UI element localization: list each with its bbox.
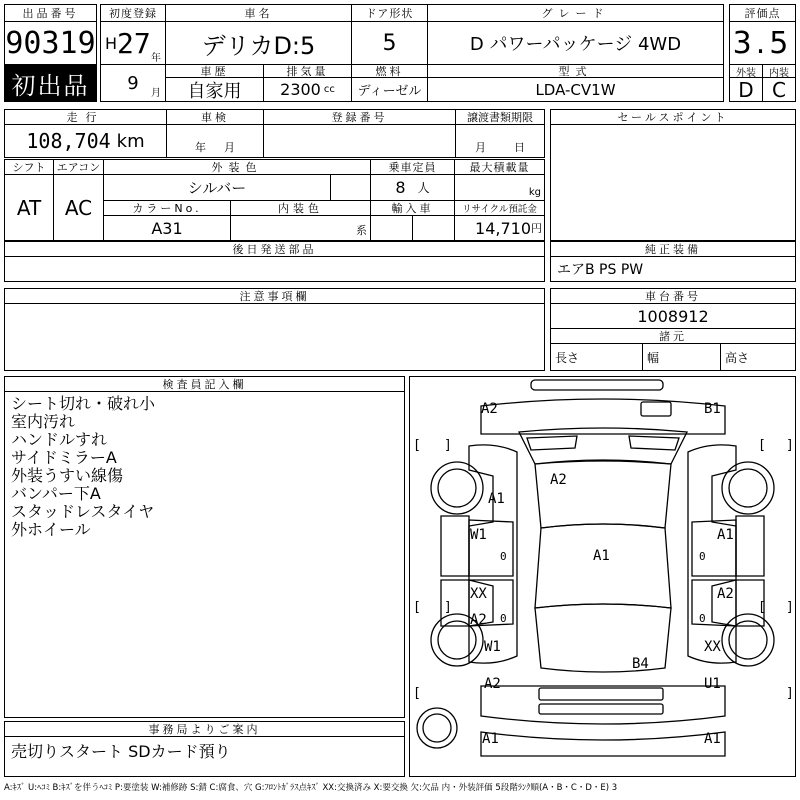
displacement-header: 排気量: [263, 64, 352, 78]
damage-mark: XX: [704, 639, 721, 655]
mileage-cell: [4, 124, 167, 158]
door-type-header: ドア形状: [351, 4, 428, 22]
sales-point-header: セールスポイント: [550, 109, 796, 125]
displacement-cell: [263, 77, 352, 102]
inspector-note-line: サイドミラーA: [11, 448, 117, 467]
bracket-mark: ]: [444, 438, 452, 453]
grade-value: D パワーパッケージ 4WD: [427, 21, 724, 65]
office-notice-box: 売切りスタート SDカード預り: [4, 736, 405, 777]
recycle-fee-cell: [454, 215, 545, 241]
tire-marker: 0: [500, 550, 507, 563]
lot-number-header: 出品番号: [4, 4, 97, 22]
grade-header: グレード: [427, 4, 724, 22]
office-notice-header: 事務局よりご案内: [4, 721, 405, 737]
genuine-equipment-value: エアB PS PW: [550, 256, 796, 282]
bracket-mark: ]: [444, 600, 452, 615]
interior-color-header: 内装色: [230, 200, 371, 216]
bracket-mark: [: [413, 686, 421, 701]
first-listing-badge: 初出品: [4, 64, 97, 102]
lot-number: 90319: [4, 21, 97, 65]
inspector-note-line: 室内汚れ: [11, 412, 76, 431]
inspector-notes-header: 検査員記入欄: [4, 376, 405, 392]
capacity-cell: [370, 174, 455, 201]
month-value: 9: [127, 72, 139, 94]
exterior-grade-header: 外装: [729, 64, 763, 78]
length-label: 長さ: [555, 350, 580, 365]
color-no-header: カラーNo.: [103, 200, 231, 216]
inspection-header: 車検: [166, 109, 264, 125]
damage-mark: W1: [470, 527, 487, 543]
post-parts-box: [4, 256, 545, 282]
exterior-color-value: シルバー: [103, 174, 331, 201]
month-unit: 月: [151, 88, 161, 99]
cc-unit: cc: [323, 84, 335, 95]
fuel-header: 燃料: [351, 64, 428, 78]
door-count: 5: [351, 21, 428, 65]
damage-mark: XX: [470, 586, 487, 602]
inspector-note-line: 外装うすい線傷: [11, 466, 124, 485]
score-value: 3.5: [729, 21, 796, 65]
post-parts-header: 後日発送部品: [4, 241, 545, 257]
first-registration-header: 初度登録: [100, 4, 166, 22]
bracket-mark: ]: [786, 600, 794, 615]
color-no-value: A31: [103, 215, 231, 241]
damage-mark: A1: [593, 548, 610, 564]
inspector-note-line: 外ホイール: [11, 520, 91, 539]
damage-mark: A1: [482, 731, 499, 747]
transfer-deadline-header: 譲渡書類期限: [455, 109, 545, 125]
inspection-month-unit: 月: [224, 141, 235, 154]
model-header: 型式: [427, 64, 724, 78]
inspector-note-line: シート切れ・破れ小: [11, 394, 156, 413]
import-cell-a: [370, 215, 413, 241]
capacity-header: 乗車定員: [370, 159, 455, 175]
capacity-value: 8: [395, 178, 406, 197]
aircon-value: AC: [53, 174, 104, 241]
car-body-diagram: [409, 376, 796, 777]
inspection-cell: [166, 124, 264, 158]
recycle-fee-value: 14,710: [475, 218, 531, 238]
car-name-header: 車名: [165, 4, 352, 22]
width-label: 幅: [647, 350, 660, 365]
interior-color-unit: 系: [356, 224, 367, 237]
exterior-grade: D: [729, 77, 763, 102]
damage-mark: A1: [717, 527, 734, 543]
mileage-value: 108,704: [26, 129, 111, 153]
damage-mark: B4: [632, 656, 649, 672]
exterior-color-extra: [330, 174, 371, 201]
bracket-mark: [: [413, 438, 421, 453]
chassis-number-header: 車台番号: [550, 288, 796, 304]
caution-box: [4, 303, 545, 371]
height-cell: [720, 343, 796, 371]
registration-header: 登録番号: [263, 109, 456, 125]
max-load-header: 最大積載量: [454, 159, 545, 175]
damage-mark: A2: [470, 612, 487, 628]
damage-mark: B1: [704, 401, 721, 417]
inspector-notes-box: [4, 391, 405, 718]
damage-mark: A1: [488, 491, 505, 507]
recycle-fee-header: リサイクル預託金: [454, 200, 545, 216]
aircon-header: エアコン: [53, 159, 104, 175]
width-cell: [642, 343, 721, 371]
fuel-value: ディーゼル: [351, 77, 428, 102]
model-value: LDA-CV1W: [427, 77, 724, 102]
history-header: 車歴: [165, 64, 264, 78]
first-registration-year: [100, 21, 166, 65]
bracket-mark: [: [758, 438, 766, 453]
bracket-mark: ]: [786, 686, 794, 701]
chassis-number-value: 1008912: [550, 303, 796, 329]
legend-text: A:ｷｽﾞ U:ﾍｺﾐ B:ｷｽﾞを伴うﾍｺﾐ P:要塗装 W:補修跡 S:錆 C:腐食、穴 G:ﾌﾛﾝﾄｶﾞﾗｽ点ｷｽﾞ XX:交換済み X:要交換 欠:欠品 内・外装評価 5段階ﾗﾝｸ順(A・B・C・D・E) 3: [4, 783, 618, 793]
bracket-mark: [: [758, 600, 766, 615]
transfer-deadline-cell: [455, 124, 545, 158]
damage-mark: A2: [550, 472, 567, 488]
inspector-note-line: ハンドルすれ: [11, 430, 108, 449]
year-unit: 年: [151, 53, 161, 64]
damage-mark: A1: [704, 731, 721, 747]
tire-marker: 0: [699, 550, 706, 563]
km-unit: km: [116, 130, 145, 152]
height-label: 高さ: [725, 350, 750, 365]
damage-mark: A2: [717, 586, 734, 602]
transfer-month-unit: 月: [475, 141, 486, 154]
tire-marker: 0: [500, 612, 507, 625]
import-cell-b: [412, 215, 455, 241]
shift-value: AT: [4, 174, 54, 241]
bracket-mark: ]: [786, 438, 794, 453]
displacement-value: 2300: [280, 80, 321, 99]
mileage-header: 走行: [4, 109, 167, 125]
sales-point-box: [550, 124, 796, 241]
length-cell: [550, 343, 643, 371]
import-header: 輸入車: [370, 200, 455, 216]
damage-mark: U1: [704, 676, 721, 692]
exterior-color-header: 外装色: [103, 159, 371, 175]
damage-mark: A2: [484, 676, 501, 692]
era-label: H: [105, 33, 118, 53]
history-value: 自家用: [165, 77, 264, 102]
registration-cell: [263, 124, 456, 158]
recycle-fee-unit: 円: [531, 222, 542, 235]
damage-mark: A2: [481, 401, 498, 417]
tire-marker: 0: [699, 612, 706, 625]
caution-header: 注意事項欄: [4, 288, 545, 304]
first-registration-month: [100, 64, 166, 102]
year-value: 27: [117, 26, 151, 60]
inspection-year-unit: 年: [195, 141, 206, 154]
inspector-note-line: バンパー下A: [11, 484, 101, 503]
shift-header: シフト: [4, 159, 54, 175]
score-header: 評価点: [729, 4, 796, 22]
interior-grade: C: [762, 77, 796, 102]
load-unit: kg: [528, 187, 541, 198]
genuine-equipment-header: 純正装備: [550, 241, 796, 257]
car-name: デリカD:5: [165, 21, 352, 65]
transfer-day-unit: 日: [514, 141, 525, 154]
bracket-mark: [: [413, 600, 421, 615]
interior-grade-header: 内装: [762, 64, 796, 78]
dimensions-header: 諸元: [550, 328, 796, 344]
inspector-note-line: スタッドレスタイヤ: [11, 502, 155, 521]
damage-mark: W1: [484, 639, 501, 655]
interior-color-cell: [230, 215, 371, 241]
capacity-unit: 人: [417, 181, 430, 195]
max-load-cell: [454, 174, 545, 201]
